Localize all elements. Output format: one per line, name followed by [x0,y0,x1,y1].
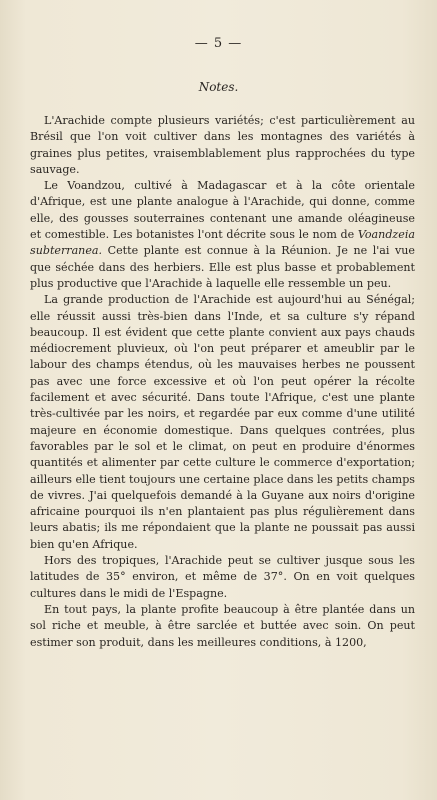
paragraph-text: Hors des tropiques, l'Arachide peut se cultiver jusque sous les latitudes de 35° environ, et même de 37°. On en voit quelques cultures dans le midi de l'Espagne. [30,554,415,600]
paragraph [30,602,415,651]
paragraph [30,553,415,602]
paragraph-text: La grande production de l'Arachide est aujourd'hui au Sénégal; elle réussit aussi très-bien dans l'Inde, et sa culture s'y répand beaucoup. Il est évident que cette plante convient aux pays chauds médiocrement pluvieux, où l'on peut préparer et ameublir par le labour des champs étendus, où les mauvaises herbes ne poussent pas avec une force excessive et où l'on peut opérer la récolte facilement et avec sécurité. Dans toute l'Afrique, c'est une plante très-cultivée par les noirs, et regardée par eux comme d'une utilité majeure en économie domestique. Dans quelques contrées, plus favorables par le sol et le climat, on peut en produire d'énormes quantités et alimenter par cette culture le commerce d'exportation; ailleurs elle tient toujours une certaine place dans les petits champs de vivres. J'ai quelquefois demandé à la Guyane aux noirs d'origine africaine pourquoi ils n'en plantaient pas plus régulièrement dans leurs abatis; ils me répondaient que la plante ne poussait pas aussi bien qu'en Afrique. [30,293,415,551]
body-text [30,113,415,651]
paragraph-text: Cette plante est connue à la Réunion. Je ne l'ai vue que séchée dans des herbiers. Elle est plus basse et probablement plus productive que l'Arachide à laquelle elle ressemble un peu. [30,244,415,290]
page-number: — 5 — [194,36,243,51]
paragraph-text: Le Voandzou, cultivé à Madagascar et à la côte orientale d'Afrique, est une plante analogue à l'Arachide, qui donne, comme elle, des gousses souterraines contenant une amande oléagineuse et comestible. Les botanistes l'ont décrite sous le nom de [30,179,415,242]
section-title: Notes. [198,80,239,94]
paragraph [30,292,415,553]
paragraph-text: L'Arachide compte plusieurs variétés; c'est particulièrement au Brésil que l'on voit cultiver dans les montagnes des variétés à graines plus petites, vraisemblablement plus rapprochées du type sauvage. [30,114,415,176]
species-name: Voandzeia subterranea. [30,228,415,258]
paragraph-text: En tout pays, la plante profite beaucoup à être plantée dans un sol riche et meuble, à être sarclée et buttée avec soin. On peut estimer son produit, dans les meilleures conditions, à 1200, [30,602,415,649]
paragraph [30,113,415,178]
paragraph [30,178,415,292]
